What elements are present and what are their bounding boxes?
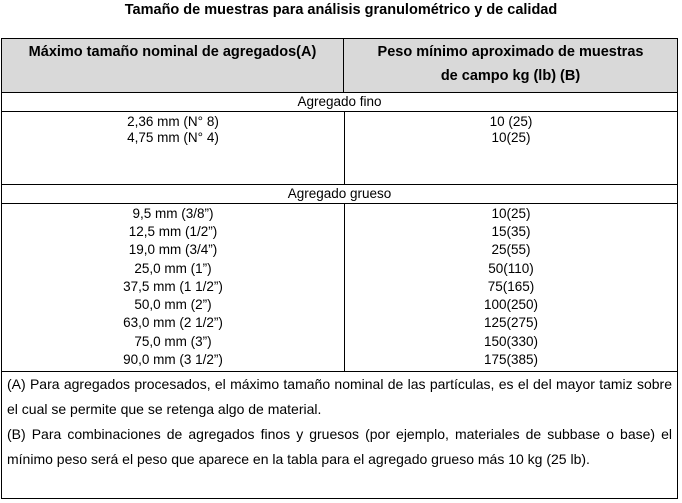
- coarse-size-2: 19,0 mm (3/4”): [128, 242, 218, 257]
- coarse-weight-5: 100(250): [483, 297, 539, 312]
- section-fine-aggregate: Agregado fino: [2, 93, 677, 112]
- header-max-size: Máximo tamaño nominal de agregados(A): [2, 39, 344, 92]
- coarse-size-6: 63,0 mm (2 1/2”): [123, 315, 223, 330]
- sample-size-table: [1, 38, 678, 499]
- fine-weight-1: 10(25): [491, 130, 531, 145]
- coarse-size-0: 9,5 mm (3/8”): [132, 206, 214, 221]
- coarse-size-7: 75,0 mm (3”): [134, 334, 212, 349]
- table-header: [2, 39, 677, 93]
- coarse-size-8: 90,0 mm (3 1/2”): [123, 352, 223, 367]
- coarse-weight-3: 50(110): [488, 261, 534, 276]
- coarse-weight-6: 125(275): [483, 315, 539, 330]
- note-b: (B) Para combinaciones de agregados finos y gruesos (por ejemplo, materiales de subbase o base) el mínimo peso será el peso que aparece en la tabla para el agregado grueso más 10 kg (25 lb).: [7, 426, 672, 467]
- header-min-weight-line1: Peso mínimo aproximado de muestras: [377, 44, 644, 60]
- header-min-weight: [344, 39, 677, 93]
- coarse-size-4: 37,5 mm (1 1/2”): [123, 279, 223, 294]
- coarse-weight-0: 10(25): [491, 206, 531, 221]
- fine-weight-0: 10 (25): [489, 114, 533, 129]
- coarse-weight-7: 150(330): [483, 334, 539, 349]
- header-min-weight-line2: de campo kg (lb) (B): [440, 68, 581, 84]
- coarse-weight-8: 175(385): [483, 352, 539, 367]
- coarse-size-3: 25,0 mm (1”): [134, 261, 212, 276]
- table-title: Tamaño de muestras para análisis granulométrico y de calidad: [124, 2, 558, 18]
- coarse-weight-4: 75(165): [487, 279, 535, 294]
- table-notes: [2, 372, 677, 472]
- coarse-weight-2: 25(55): [491, 242, 531, 257]
- coarse-weight-1: 15(35): [491, 224, 531, 239]
- fine-size-0: 2,36 mm (N° 8): [127, 114, 219, 129]
- fine-size-1: 4,75 mm (N° 4): [127, 130, 219, 145]
- note-a: (A) Para agregados procesados, el máximo tamaño nominal de las partículas, es el del mayor tamiz sobre el cual se permite que se retenga algo de material.: [7, 376, 672, 417]
- coarse-size-1: 12,5 mm (1/2”): [128, 224, 218, 239]
- section-coarse-aggregate: Agregado grueso: [2, 185, 677, 204]
- coarse-size-5: 50,0 mm (2”): [134, 297, 212, 312]
